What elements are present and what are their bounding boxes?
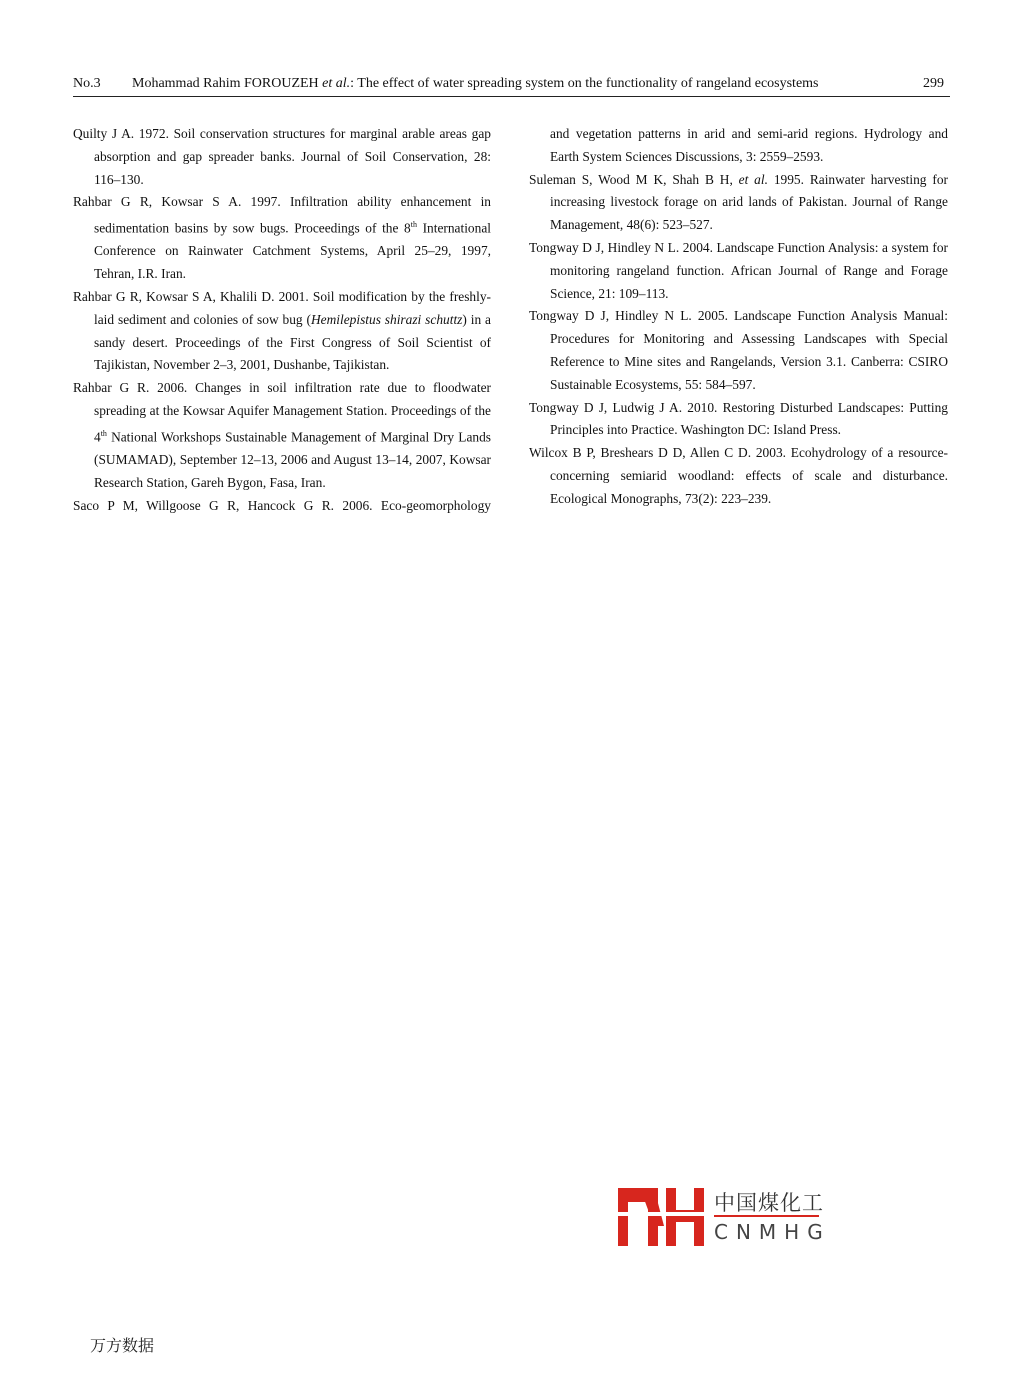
reference: Tongway D J, Hindley N L. 2004. Landscape Function Analysis: a system for monitoring rangeland function. African Journal of Range and Forage Science, 21: 109–113. [529,239,948,301]
logo-chinese-text: 中国煤化工 [714,1191,824,1215]
ref-part: Suleman S, Wood M K, Shah B H, [529,171,739,187]
ref-part: Rahbar G R, Kowsar S A, Khalili D. 2001. Soil modification by the freshly-laid sediment and colonies of sow bug ( [73,289,491,327]
running-header [73,76,950,97]
header-title: : The effect of water spreading system on the functionality of rangeland ecosystems [350,76,819,91]
ref-part: 1995. Rainwater harvesting for increasing livestock forage on arid lands of Pakistan. Journal of Range Management, 48(6): 523–527. [550,171,948,233]
reference: Tongway D J, Hindley N L. 2005. Landscape Function Analysis Manual: Procedures for Monitoring and Assessing Landscapes with Special Reference to Mine sites and Rangelands, Version 3.1. Canberra: CSIRO Sustainable Ecosystems, 55: 584–597. [529,308,948,392]
ref-part: ) in a sandy desert. Proceedings of the First Congress of Soil Scientist of Tajikistan, November 2–3, 2001, Dushanbe, Tajikistan. [94,311,491,373]
issue-number: No.3 [73,76,101,91]
running-title [132,76,819,92]
reference: Tongway D J, Ludwig J A. 2010. Restoring Disturbed Landscapes: Putting Principles into Practice. Washington DC: Island Press. [529,399,948,438]
reference: Wilcox B P, Breshears D D, Allen C D. 2003. Ecohydrology of a resource-concerning semiarid woodland: effects of scale and disturbance. Ecological Monographs, 73(2): 223–239. [529,445,948,506]
reference [73,286,491,377]
logo-divider [714,1215,819,1217]
ref-etal: et al. [738,171,768,187]
references-left-column [73,123,491,517]
reference: Quilty J A. 1972. Soil conservation structures for marginal arable areas gap absorption and gap spreader banks. Journal of Soil Conservation, 28: 116–130. [73,126,491,187]
reference-continued: and vegetation patterns in arid and semi-arid regions. Hydrology and Earth System Sciences Discussions, 3: 2559–2593. [550,126,948,164]
reference: Rahbar G R, Kowsar S A. 1997. Infiltration ability enhancement in sedimentation basins by sow bugs. Proceedings of the 8th International Conference on Rainwater Catchment Systems, April 25–29, 1997, Tehran, I.R. Iran. [73,194,491,282]
page-number: 299 [923,76,944,91]
logo-english-text: CNMHG [714,1220,831,1244]
header-authors: Mohammad Rahim FOROUZEH [132,76,319,91]
reference: Rahbar G R. 2006. Changes in soil infiltration rate due to floodwater spreading at the Kowsar Aquifer Management Station. Proceedings of the 4th National Workshops Sustainable Management of Marginal Dry Lands (SUMAMAD), September 12–13, 2006 and August 13–14, 2007, Kowsar Research Station, Gareh Bygon, Fasa, Iran. [73,380,491,490]
references-right-column [529,123,948,511]
species-name: Hemilepistus shirazi schuttz [310,311,463,327]
reference: Saco P M, Willgoose G R, Hancock G R. 2006. Eco-geomorphology [73,497,491,513]
reference [529,169,948,237]
cnmhg-logo-mark [618,1186,708,1248]
header-etal: et al. [322,76,351,91]
watermark: 万方数据 [90,1336,155,1355]
